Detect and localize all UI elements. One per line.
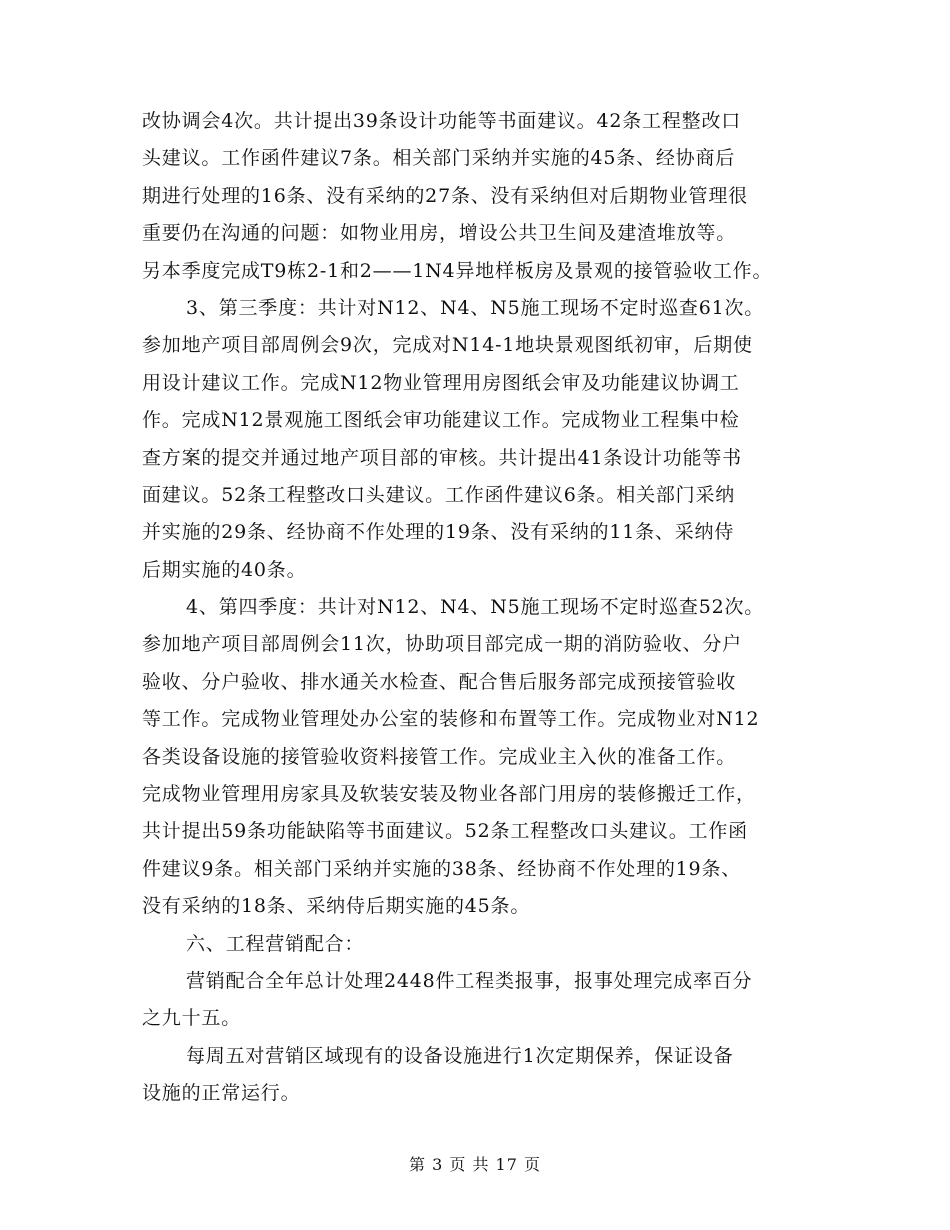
text-line-10: 查方案的提交并通过地产项目部的审核。共计提出41条设计功能等书 — [142, 446, 742, 469]
text-line-3: 期进行处理的16条、没有采纳的27条、没有采纳但对后期物业管理很 — [142, 184, 748, 207]
text-line-1: 改协调会4次。共计提出39条设计功能等书面建议。42条工程整改口 — [142, 110, 742, 132]
text-line-12: 并实施的29条、经协商不作处理的19条、没有采纳的11条、采纳侍 — [142, 521, 735, 544]
text-line-18: 各类设备设施的接管验收资料接管工作。完成业主入伙的准备工作。 — [142, 745, 737, 768]
text-line-19: 完成物业管理用房家具及软装安装及物业各部门用房的装修搬迁工作， — [142, 783, 756, 806]
text-line-22: 没有采纳的18条、采纳侍后期实施的45条。 — [142, 895, 531, 918]
text-line-25: 之九十五。 — [142, 1007, 242, 1030]
page-number-footer: 第 3 页 共 17 页 — [409, 1155, 541, 1174]
text-line-9: 作。完成N12景观施工图纸会审功能建议工作。完成物业工程集中检 — [142, 409, 740, 432]
text-line-7: 参加地产项目部周例会9次，完成对N14-1地块景观图纸初审，后期使 — [142, 334, 753, 357]
text-line-4: 重要仍在沟通的问题：如物业用房，增设公共卫生间及建渣堆放等。 — [142, 222, 737, 245]
text-line-20: 共计提出59条功能缺陷等书面建议。52条工程整改口头建议。工作函 — [142, 820, 748, 843]
text-line-21: 件建议9条。相关部门采纳并实施的38条、经协商不作处理的19条、 — [142, 857, 742, 880]
section-six-heading: 六、工程营销配合： — [186, 932, 365, 955]
text-line-13: 后期实施的40条。 — [142, 558, 307, 581]
section-q3-heading: 3、第三季度：共计对N12、N4、N5施工现场不定时巡查61次。 — [186, 296, 765, 319]
text-line-15: 参加地产项目部周例会11次，协助项目部完成一期的消防验收、分户 — [142, 633, 742, 656]
text-line-16: 验收、分户验收、排水通关水检查、配合售后服务部完成预接管验收 — [142, 670, 737, 693]
section-q4-heading: 4、第四季度：共计对N12、N4、N5施工现场不定时巡查52次。 — [186, 596, 765, 619]
text-line-5: 另本季度完成T9栋2-1和2——1N4异地样板房及景观的接管验收工作。 — [142, 259, 773, 282]
text-line-11: 面建议。52条工程整改口头建议。工作函件建议6条。相关部门采纳 — [142, 483, 736, 506]
text-line-17: 等工作。完成物业管理处办公室的装修和布置等工作。完成物业对N12 — [142, 708, 760, 731]
text-line-26: 每周五对营销区域现有的设备设施进行1次定期保养，保证设备 — [186, 1044, 734, 1067]
text-line-2: 头建议。工作函件建议7条。相关部门采纳并实施的45条、经协商后 — [142, 147, 736, 170]
body-text — [142, 103, 822, 1113]
text-line-27: 设施的正常运行。 — [142, 1082, 301, 1105]
text-line-24: 营销配合全年总计处理2448件工程类报事，报事处理完成率百分 — [186, 969, 753, 992]
text-line-8: 用设计建议工作。完成N12物业管理用房图纸会审及功能建议协调工 — [142, 371, 740, 394]
